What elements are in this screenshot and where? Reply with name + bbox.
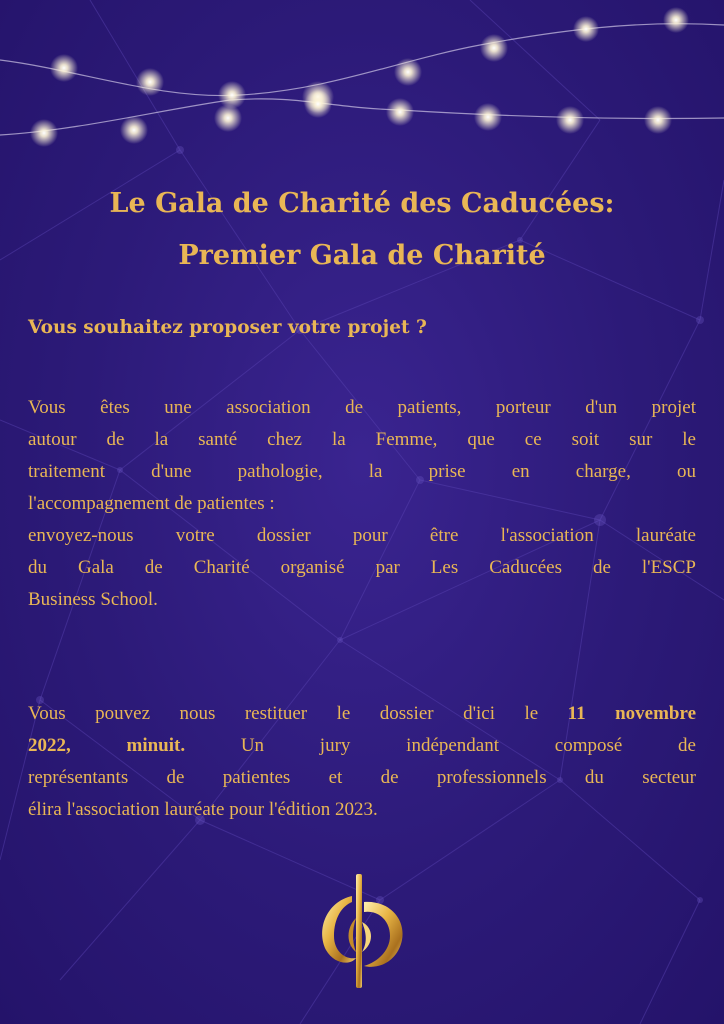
- text-line: [28, 698, 696, 730]
- text-line: représentants de patientes et de professionnels du secteur: [28, 767, 696, 788]
- title-line-2: Premier Gala de Charité: [178, 240, 546, 271]
- caduceus-logo-icon: [312, 872, 412, 992]
- text-line: autour de la santé chez la Femme, que ce soit sur le: [28, 429, 696, 450]
- light-string: [0, 24, 724, 135]
- text-line: Business School.: [28, 589, 158, 610]
- text-line: [28, 730, 696, 762]
- text-line: envoyez-nous votre dossier pour être l'association lauréate: [28, 525, 696, 546]
- section-heading: Vous souhaitez proposer votre projet ?: [28, 317, 427, 338]
- intro-paragraph: [28, 392, 696, 616]
- text-line: du Gala de Charité organisé par Les Caducées de l'ESCP: [28, 557, 696, 578]
- text-line: élira l'association lauréate pour l'édition 2023.: [28, 799, 378, 820]
- text-line: l'accompagnement de patientes :: [28, 493, 275, 514]
- text-line: Vous êtes une association de patients, porteur d'un projet: [28, 397, 696, 418]
- deadline-paragraph: [28, 698, 696, 826]
- deadline-time: 2022, minuit.: [28, 735, 186, 756]
- deadline-date: 11 novembre: [567, 703, 697, 724]
- text-segment: Un jury indépendant composé de: [185, 735, 696, 756]
- page-title: [20, 178, 704, 282]
- string-lights-icon: [30, 7, 689, 147]
- text-line: traitement d'une pathologie, la prise en charge, ou: [28, 461, 696, 482]
- title-line-1: Le Gala de Charité des Caducées:: [109, 188, 615, 219]
- text-segment: Vous pouvez nous restituer le dossier d'ici le: [28, 703, 568, 724]
